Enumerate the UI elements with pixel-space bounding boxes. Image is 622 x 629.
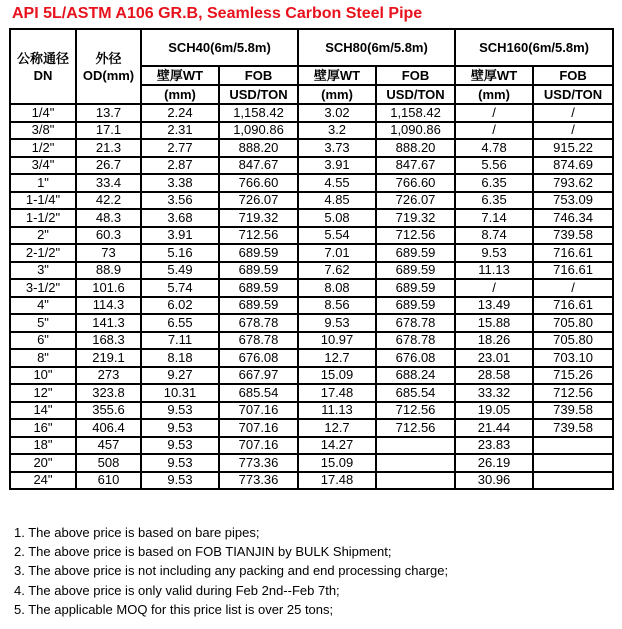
cell-wt160: 6.35 xyxy=(455,192,533,210)
cell-wt160: 28.58 xyxy=(455,367,533,385)
cell-fob40: 712.56 xyxy=(219,227,298,245)
cell-wt80: 11.13 xyxy=(298,402,376,420)
cell-dn: 3/8" xyxy=(10,122,76,140)
cell-fob80 xyxy=(376,437,455,455)
cell-fob80: 689.59 xyxy=(376,244,455,262)
cell-wt160: / xyxy=(455,122,533,140)
cell-dn: 3" xyxy=(10,262,76,280)
cell-fob40: 689.59 xyxy=(219,279,298,297)
cell-wt160: 30.96 xyxy=(455,472,533,490)
header-wt-unit: (mm) xyxy=(141,85,219,104)
table-row xyxy=(10,297,613,315)
cell-fob80: 689.59 xyxy=(376,262,455,280)
cell-wt40: 2.24 xyxy=(141,104,219,122)
cell-fob80: 888.20 xyxy=(376,139,455,157)
cell-wt160: 11.13 xyxy=(455,262,533,280)
cell-fob40: 719.32 xyxy=(219,209,298,227)
cell-fob160: 712.56 xyxy=(533,384,613,402)
table-row xyxy=(10,454,613,472)
cell-fob40: 689.59 xyxy=(219,244,298,262)
cell-dn: 2" xyxy=(10,227,76,245)
table-row xyxy=(10,227,613,245)
cell-fob40: 689.59 xyxy=(219,297,298,315)
table-row xyxy=(10,262,613,280)
table-row xyxy=(10,139,613,157)
cell-wt160: 4.78 xyxy=(455,139,533,157)
table-row xyxy=(10,209,613,227)
cell-fob80: 712.56 xyxy=(376,419,455,437)
cell-dn: 2-1/2" xyxy=(10,244,76,262)
note-item: 5. The applicable MOQ for this price list is over 25 tons; xyxy=(14,601,334,617)
cell-fob80 xyxy=(376,454,455,472)
cell-od: 508 xyxy=(76,454,141,472)
cell-wt40: 5.74 xyxy=(141,279,219,297)
cell-wt80: 14.27 xyxy=(298,437,376,455)
header-fob: FOB xyxy=(533,66,613,85)
cell-fob160: 915.22 xyxy=(533,139,613,157)
cell-fob40: 667.97 xyxy=(219,367,298,385)
table-row xyxy=(10,279,613,297)
cell-wt80: 7.62 xyxy=(298,262,376,280)
cell-wt160: 8.74 xyxy=(455,227,533,245)
header-fob-unit: USD/TON xyxy=(219,85,298,104)
cell-dn: 1/2" xyxy=(10,139,76,157)
cell-wt40: 3.38 xyxy=(141,174,219,192)
header-od xyxy=(76,29,141,104)
header-wt-unit: (mm) xyxy=(298,85,376,104)
cell-wt160: 23.01 xyxy=(455,349,533,367)
table-row xyxy=(10,384,613,402)
cell-fob160 xyxy=(533,472,613,490)
cell-wt160: 9.53 xyxy=(455,244,533,262)
table-row xyxy=(10,122,613,140)
cell-wt80: 4.85 xyxy=(298,192,376,210)
note-item: 3. The above price is not including any packing and end processing charge; xyxy=(14,563,449,579)
cell-wt40: 7.11 xyxy=(141,332,219,350)
cell-dn: 1/4" xyxy=(10,104,76,122)
cell-od: 141.3 xyxy=(76,314,141,332)
cell-fob40: 707.16 xyxy=(219,419,298,437)
cell-wt40: 6.02 xyxy=(141,297,219,315)
cell-dn: 1" xyxy=(10,174,76,192)
cell-od: 355.6 xyxy=(76,402,141,420)
cell-dn: 18" xyxy=(10,437,76,455)
cell-wt40: 2.31 xyxy=(141,122,219,140)
cell-wt80: 3.91 xyxy=(298,157,376,175)
cell-dn: 10" xyxy=(10,367,76,385)
cell-wt40: 3.56 xyxy=(141,192,219,210)
table-row xyxy=(10,314,613,332)
cell-od: 26.7 xyxy=(76,157,141,175)
cell-wt80: 3.02 xyxy=(298,104,376,122)
table-row xyxy=(10,437,613,455)
cell-fob80: 1,158.42 xyxy=(376,104,455,122)
table-row xyxy=(10,192,613,210)
cell-od: 42.2 xyxy=(76,192,141,210)
cell-wt80: 17.48 xyxy=(298,384,376,402)
note-item: 2. The above price is based on FOB TIANJIN by BULK Shipment; xyxy=(14,544,392,560)
cell-od: 88.9 xyxy=(76,262,141,280)
cell-wt80: 5.08 xyxy=(298,209,376,227)
cell-fob40: 847.67 xyxy=(219,157,298,175)
cell-fob80 xyxy=(376,472,455,490)
cell-wt40: 3.68 xyxy=(141,209,219,227)
cell-fob160: 716.61 xyxy=(533,297,613,315)
header-fob-unit: USD/TON xyxy=(376,85,455,104)
cell-wt40: 9.53 xyxy=(141,437,219,455)
cell-fob160: 746.34 xyxy=(533,209,613,227)
cell-wt40: 9.53 xyxy=(141,454,219,472)
table-row xyxy=(10,157,613,175)
cell-wt40: 3.91 xyxy=(141,227,219,245)
cell-fob160: 705.80 xyxy=(533,332,613,350)
cell-od: 17.1 xyxy=(76,122,141,140)
cell-fob80: 678.78 xyxy=(376,332,455,350)
cell-fob160: 793.62 xyxy=(533,174,613,192)
cell-wt80: 3.2 xyxy=(298,122,376,140)
cell-wt160: / xyxy=(455,104,533,122)
header-dn xyxy=(10,29,76,104)
cell-wt160: 13.49 xyxy=(455,297,533,315)
cell-fob80: 719.32 xyxy=(376,209,455,227)
header-fob: FOB xyxy=(219,66,298,85)
cell-fob40: 707.16 xyxy=(219,402,298,420)
cell-fob160 xyxy=(533,437,613,455)
cell-wt160: 26.19 xyxy=(455,454,533,472)
cell-fob40: 773.36 xyxy=(219,472,298,490)
cell-od: 21.3 xyxy=(76,139,141,157)
notes-list xyxy=(14,523,448,619)
cell-fob40: 678.78 xyxy=(219,314,298,332)
cell-dn: 16" xyxy=(10,419,76,437)
cell-dn: 1-1/4" xyxy=(10,192,76,210)
cell-dn: 1-1/2" xyxy=(10,209,76,227)
cell-od: 48.3 xyxy=(76,209,141,227)
cell-fob40: 773.36 xyxy=(219,454,298,472)
header-sch40: SCH40(6m/5.8m) xyxy=(141,29,298,66)
cell-wt160: 19.05 xyxy=(455,402,533,420)
cell-wt80: 15.09 xyxy=(298,367,376,385)
table-row xyxy=(10,104,613,122)
cell-od: 168.3 xyxy=(76,332,141,350)
cell-od: 114.3 xyxy=(76,297,141,315)
cell-fob160: / xyxy=(533,279,613,297)
cell-fob160: / xyxy=(533,104,613,122)
cell-fob80: 712.56 xyxy=(376,402,455,420)
cell-wt160: 15.88 xyxy=(455,314,533,332)
cell-fob40: 766.60 xyxy=(219,174,298,192)
cell-fob40: 1,158.42 xyxy=(219,104,298,122)
cell-fob160: 716.61 xyxy=(533,244,613,262)
header-wt: 壁厚WT xyxy=(455,66,533,85)
cell-od: 13.7 xyxy=(76,104,141,122)
cell-dn: 6" xyxy=(10,332,76,350)
cell-od: 101.6 xyxy=(76,279,141,297)
header-sch80: SCH80(6m/5.8m) xyxy=(298,29,455,66)
header-fob: FOB xyxy=(376,66,455,85)
cell-wt160: 5.56 xyxy=(455,157,533,175)
cell-dn: 3/4" xyxy=(10,157,76,175)
cell-wt40: 6.55 xyxy=(141,314,219,332)
cell-dn: 14" xyxy=(10,402,76,420)
cell-od: 33.4 xyxy=(76,174,141,192)
cell-wt80: 8.08 xyxy=(298,279,376,297)
cell-od: 457 xyxy=(76,437,141,455)
cell-wt80: 5.54 xyxy=(298,227,376,245)
cell-od: 60.3 xyxy=(76,227,141,245)
cell-od: 73 xyxy=(76,244,141,262)
cell-wt80: 15.09 xyxy=(298,454,376,472)
table-row xyxy=(10,367,613,385)
cell-fob80: 688.24 xyxy=(376,367,455,385)
cell-wt160: / xyxy=(455,279,533,297)
header-od-en: OD(mm) xyxy=(82,67,135,83)
cell-fob80: 676.08 xyxy=(376,349,455,367)
cell-od: 610 xyxy=(76,472,141,490)
cell-fob160: / xyxy=(533,122,613,140)
cell-dn: 4" xyxy=(10,297,76,315)
cell-wt40: 9.53 xyxy=(141,472,219,490)
cell-fob160 xyxy=(533,454,613,472)
table-row xyxy=(10,419,613,437)
header-od-cn: 外径 xyxy=(95,50,122,66)
cell-fob40: 678.78 xyxy=(219,332,298,350)
cell-od: 406.4 xyxy=(76,419,141,437)
header-dn-cn: 公称通径 xyxy=(16,50,69,66)
cell-fob160: 703.10 xyxy=(533,349,613,367)
table-row xyxy=(10,244,613,262)
cell-fob40: 689.59 xyxy=(219,262,298,280)
cell-fob80: 689.59 xyxy=(376,297,455,315)
cell-wt80: 8.56 xyxy=(298,297,376,315)
cell-fob80: 1,090.86 xyxy=(376,122,455,140)
table-row xyxy=(10,174,613,192)
cell-wt40: 9.27 xyxy=(141,367,219,385)
cell-od: 219.1 xyxy=(76,349,141,367)
cell-od: 273 xyxy=(76,367,141,385)
cell-wt40: 5.16 xyxy=(141,244,219,262)
cell-dn: 12" xyxy=(10,384,76,402)
cell-fob40: 685.54 xyxy=(219,384,298,402)
cell-wt160: 7.14 xyxy=(455,209,533,227)
cell-fob40: 707.16 xyxy=(219,437,298,455)
cell-wt40: 2.77 xyxy=(141,139,219,157)
cell-fob80: 712.56 xyxy=(376,227,455,245)
table-row xyxy=(10,402,613,420)
cell-fob160: 739.58 xyxy=(533,227,613,245)
cell-wt80: 12.7 xyxy=(298,349,376,367)
header-wt: 壁厚WT xyxy=(298,66,376,85)
cell-wt40: 8.18 xyxy=(141,349,219,367)
cell-fob160: 716.61 xyxy=(533,262,613,280)
header-sch160: SCH160(6m/5.8m) xyxy=(455,29,613,66)
cell-wt40: 5.49 xyxy=(141,262,219,280)
cell-fob80: 685.54 xyxy=(376,384,455,402)
price-table xyxy=(9,28,614,490)
cell-fob80: 766.60 xyxy=(376,174,455,192)
cell-fob40: 676.08 xyxy=(219,349,298,367)
cell-wt80: 9.53 xyxy=(298,314,376,332)
document-title: API 5L/ASTM A106 GR.B, Seamless Carbon Steel Pipe xyxy=(12,5,423,22)
header-wt: 壁厚WT xyxy=(141,66,219,85)
cell-wt40: 10.31 xyxy=(141,384,219,402)
cell-fob40: 726.07 xyxy=(219,192,298,210)
cell-wt80: 4.55 xyxy=(298,174,376,192)
note-item: 1. The above price is based on bare pipes; xyxy=(14,525,260,540)
cell-fob160: 715.26 xyxy=(533,367,613,385)
cell-fob40: 888.20 xyxy=(219,139,298,157)
cell-wt80: 10.97 xyxy=(298,332,376,350)
cell-wt80: 3.73 xyxy=(298,139,376,157)
table-row xyxy=(10,349,613,367)
cell-dn: 3-1/2" xyxy=(10,279,76,297)
cell-dn: 5" xyxy=(10,314,76,332)
cell-wt40: 9.53 xyxy=(141,402,219,420)
cell-fob160: 753.09 xyxy=(533,192,613,210)
cell-wt80: 7.01 xyxy=(298,244,376,262)
table-row xyxy=(10,332,613,350)
cell-fob160: 739.58 xyxy=(533,402,613,420)
cell-dn: 20" xyxy=(10,454,76,472)
cell-wt160: 21.44 xyxy=(455,419,533,437)
header-wt-unit: (mm) xyxy=(455,85,533,104)
cell-wt160: 33.32 xyxy=(455,384,533,402)
cell-dn: 24" xyxy=(10,472,76,490)
cell-fob80: 689.59 xyxy=(376,279,455,297)
note-item: 4. The above price is only valid during Feb 2nd--Feb 7th; xyxy=(14,582,340,598)
cell-dn: 8" xyxy=(10,349,76,367)
cell-wt80: 17.48 xyxy=(298,472,376,490)
cell-od: 323.8 xyxy=(76,384,141,402)
cell-fob160: 705.80 xyxy=(533,314,613,332)
cell-fob160: 739.58 xyxy=(533,419,613,437)
cell-wt80: 12.7 xyxy=(298,419,376,437)
header-dn-en: DN xyxy=(33,67,53,83)
cell-wt40: 2.87 xyxy=(141,157,219,175)
cell-wt40: 9.53 xyxy=(141,419,219,437)
cell-fob80: 847.67 xyxy=(376,157,455,175)
table-row xyxy=(10,472,613,490)
cell-fob160: 874.69 xyxy=(533,157,613,175)
cell-fob80: 726.07 xyxy=(376,192,455,210)
cell-fob40: 1,090.86 xyxy=(219,122,298,140)
cell-wt160: 23.83 xyxy=(455,437,533,455)
cell-wt160: 6.35 xyxy=(455,174,533,192)
cell-wt160: 18.26 xyxy=(455,332,533,350)
cell-fob80: 678.78 xyxy=(376,314,455,332)
header-fob-unit: USD/TON xyxy=(533,85,613,104)
